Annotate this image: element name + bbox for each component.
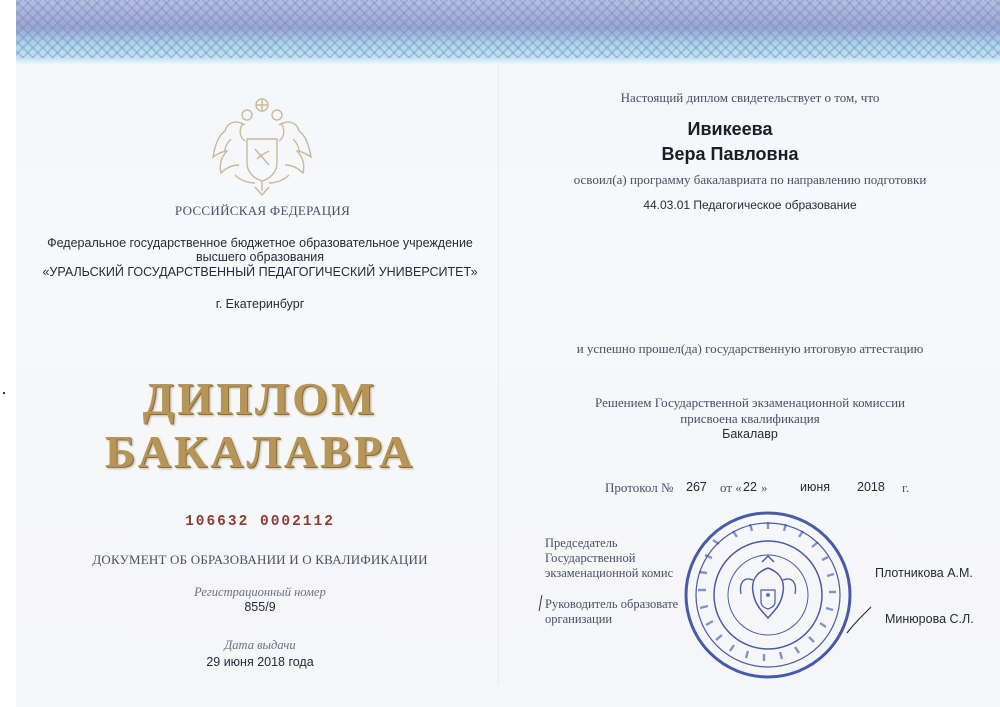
qualification: Бакалавр <box>722 427 778 441</box>
diploma-title-line-1: ДИПЛОМ <box>142 373 378 424</box>
protocol-from: от « <box>720 480 742 495</box>
scan-dot <box>3 392 5 394</box>
scan-margin <box>0 0 16 707</box>
chair-title-line-3: экзаменационной комис <box>545 566 674 580</box>
decision-line-1: Решением Государственной экзаменационной комиссии <box>595 395 905 410</box>
decorative-band-edge <box>16 58 1000 64</box>
registration-label: Регистрационный номер <box>194 585 326 599</box>
institution-line-1: Федеральное государственное бюджетное образовательное учреждение <box>47 236 473 250</box>
head-signatory-name: Минюрова С.Л. <box>885 612 974 626</box>
institution-line-2: высшего образования <box>195 250 325 264</box>
serial-number: 106632 0002112 <box>185 514 335 530</box>
decorative-band <box>16 0 1000 62</box>
chair-title-line-1: Председатель <box>545 536 618 550</box>
protocol-year-suffix: г. <box>902 480 910 495</box>
mastered-text: освоил(а) программу бакалавриата по направлению подготовки <box>573 172 927 187</box>
protocol-number: 267 <box>686 480 707 494</box>
document-type: ДОКУМЕНТ ОБ ОБРАЗОВАНИИ И О КВАЛИФИКАЦИИ <box>92 552 428 567</box>
head-title-line-1: Руководитель образовате <box>545 597 679 611</box>
head-title-line-2: организации <box>545 612 613 626</box>
attestation-text: и успешно прошел(да) государственную итоговую аттестацию <box>576 341 924 356</box>
chair-signatory-name: Плотникова А.М. <box>875 566 973 580</box>
protocol-close-quote: » <box>761 480 768 495</box>
graduate-surname: Ивикеева <box>687 119 773 139</box>
decision-line-2: присвоена квалификация <box>680 411 820 426</box>
city: г. Екатеринбург <box>215 297 305 311</box>
protocol-day: 22 <box>743 480 757 494</box>
chair-title-line-2: Государственной <box>545 551 636 565</box>
signature-flourish-icon <box>845 605 875 635</box>
official-stamp-icon <box>683 510 853 680</box>
issue-date-label: Дата выдачи <box>224 638 296 652</box>
institution-line-3: «УРАЛЬСКИЙ ГОСУДАРСТВЕННЫЙ ПЕДАГОГИЧЕСКИЙ УНИВЕРСИТЕТ» <box>42 265 478 279</box>
protocol-month: июня <box>800 480 831 494</box>
registration-number: 855/9 <box>244 600 276 614</box>
fold-line <box>498 64 499 684</box>
protocol-label: Протокол № <box>605 480 674 495</box>
country-name: РОССИЙСКАЯ ФЕДЕРАЦИЯ <box>174 203 351 218</box>
protocol-year: 2018 <box>857 480 885 494</box>
issue-date: 29 июня 2018 года <box>206 655 314 669</box>
graduate-given-names: Вера Павловна <box>661 144 799 164</box>
title-watermark <box>120 470 440 550</box>
coat-of-arms-icon <box>205 95 320 200</box>
diploma-title-line-2: БАКАЛАВРА <box>104 426 416 477</box>
intro-text: Настоящий диплом свидетельствует о том, что <box>620 90 880 105</box>
program-name: 44.03.01 Педагогическое образование <box>643 198 857 212</box>
